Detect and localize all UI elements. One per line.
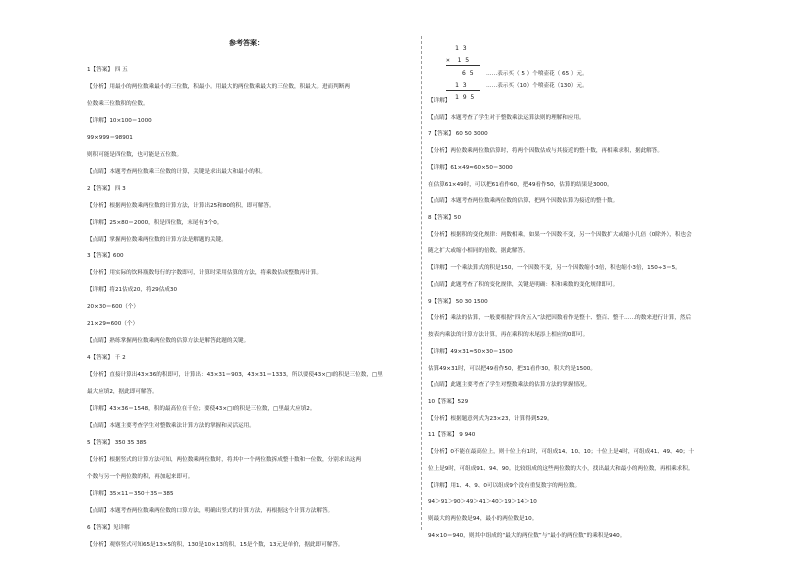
text-line: 11【答案】 9 940 [428,432,476,439]
text-line: 【详解】61×49≈60×50＝3000 [428,164,513,171]
text-line: 【点睛】本题主要考查学生对整数乘法计算方法的掌握和灵活运用。 [87,422,255,429]
text-line: 按表内乘法的计算方法计算，再在乘积的末尾添上相应的0即可。 [428,332,589,339]
text-line: 随之扩大或缩小相同的倍数，据此解答。 [428,248,529,255]
text-line: 3【答案】600 [87,253,124,260]
text-line: 【详解】用1、4、9、0可以组成9个没有重复数字的两位数。 [428,482,581,489]
text-line: 【点睛】此题主要考查了学生对整数乘法的估算方法的掌握情况。 [428,382,591,389]
text-line: 10【答案】529 [428,398,469,405]
text-line: 最大应填2，据此即可解答。 [87,389,158,396]
text-line: 21×29≈600（个） [87,321,139,328]
text-line: 【分析】根据竖式的计算方法可知，两位数乘两位数时，将其中一个两位数拆成整十数和一位数，分别求出这两 [87,456,362,463]
mult-operator-line: × 1 5 [446,56,470,64]
text-line: 【点睛】此题考查了积的变化规律，关键是明确：积和乘数的变化规律即可。 [428,281,619,288]
text-line: 位上是9时，可组成91、94、90。比较组成的这些两位数的大小，找出最大和最小的两位数，再相乘求积。 [428,465,694,472]
text-line: 8【答案】50 [428,215,462,222]
text-line: 【分析】用最小的两位数乘最小的三位数，积最小。用最大的两位数乘最大的三位数，积最大。进而判断两 [87,83,350,90]
text-line: 【点睛】本题考查两位数乘两位数的口算方法，明确出竖式的计算方法，再根据这个计算方法解答。 [87,507,334,514]
page-title: 参考答案： [229,39,264,47]
text-line: 位数乘三位数积的位数。 [87,100,149,107]
text-line: 【分析】观察竖式可知65是13×5的积，130是10×13的积，15是个数，13元是单价，据此即可解答。 [87,541,344,548]
text-line: 【分析】根据积的变化规律：两数相乘，如果一个因数不变，另一个因数扩大或缩小几倍（0除外），积也会 [428,231,692,238]
text-line: 4【答案】 千 2 [87,355,126,362]
text-line: 【分析】直接计算出43×36的积即可，计算出：43×31＝903，43×31＝1333，所以要使43×□l的积是三位数，□里 [87,372,383,379]
mult-rule-2 [446,90,480,91]
text-line: 【分析】乘法的估算，一般要根据“四舍五入”法把因数看作是整十、整百、整千……的数来进行计算，然后 [428,315,692,322]
text-line: 【点睛】掌握两位数乘两位数的计算方法是解题的关键。 [87,236,227,243]
text-line: 2【答案】 四 3 [87,185,126,192]
text-line: 【详解】35×11＝350＋35＝385 [87,490,174,497]
column-divider [421,36,422,530]
text-line: 【详解】25×80＝2000，积是四位数，末尾有3个0。 [87,219,223,226]
text-line: 6【答案】见详解 [87,524,130,531]
text-line: 个数与另一个两位数的积，再加起来即可。 [87,473,194,480]
text-line: 【分析】0不能在最高位上，则十位上有1时，可组成14、10、10；十位上是4时，可组成41、49、40；十 [428,449,694,456]
text-line: 【详解】49×31≈50×30＝1500 [428,348,513,355]
mult-partial-1-note: ……表示买（ 5 ）个喷壶花（ 65 ）元。 [486,71,588,77]
text-line: 【点睛】本题考查两位数乘两位数的估算，把两个因数估算为接近的整十数。 [428,198,619,205]
text-line: 【点睛】本题考查了学生对于整数乘法运算法则的理解和应用。 [428,114,585,121]
text-line: 则最大的两位数是94，最小的两位数是10。 [428,516,538,522]
text-line: 【详解】一个乘法算式的积是150，一个因数不变，另一个因数缩小3倍，积也缩小3倍，150÷3＝5。 [428,265,681,272]
text-line: 估算49×31时，可以把49看作50，把31看作30，积大约是1500。 [428,365,596,372]
text-line: 【分析】根据题意列式为23×23，计算得到529。 [428,415,553,422]
mult-top-number: 1 3 [455,44,467,52]
text-line: 94＞91＞90＞49＞41＞40＞19＞14＞10 [428,499,537,506]
text-line: 【详解】10×100＝1000 [87,117,152,124]
mult-partial-2-note: ……表示买（10）个喷壶花（130）元。 [486,83,588,89]
text-line: 在估算61×49时，可以把61看作60，把49看作50，估算的结果是3000。 [428,181,613,188]
text-line: 【详解】将21估成20，将29估成30 [87,287,178,294]
text-line: 5【答案】 350 35 385 [87,439,147,446]
text-line: 【点睛】熟练掌握两位数乘两位数的估算方法是解答此题的关键。 [87,338,250,345]
text-line: 94×10＝940，则其中组成的“最大的两位数”与“最小的两位数”的乘积是940。 [428,532,626,539]
mult-result: 1 9 5 [455,93,475,101]
mult-rule-1 [446,65,480,66]
mult-partial-1: 6 5 [462,69,474,77]
mult-partial-2: 1 3 [455,81,467,89]
text-line: 【分析】用实际的饮料瓶数每行的字数即可，计算时采用估算的方法，将乘数估成整数再计算。 [87,270,322,277]
text-line: 【详解】43×36＝1548，积的最高位在千位；要使43×□l的积是三位数，□里最大应填2。 [87,406,316,412]
text-line: 【点睛】本题考查两位数乘三位数的计算，关键是求出最大和最小的积。 [87,168,267,175]
text-line: 【分析】两位数乘两位数估算时，将两个因数估成与其接近的整十数，再相乘求积，据此解答。 [428,148,663,155]
text-line: 则积可能是四位数，也可能是五位数。 [87,151,183,158]
text-line: 99×999＝98901 [87,134,133,141]
text-line: 【详解】 [428,98,451,104]
text-line: 【分析】根据两位数乘两位数的计算方法，计算出25和80的积，即可解答。 [87,202,275,209]
text-line: 9【答案】 50 30 1500 [428,298,488,305]
text-line: 1【答案】 四 五 [87,67,128,73]
text-line: 20×30＝600（个） [87,304,139,311]
text-line: 7【答案】 60 50 3000 [428,131,488,138]
